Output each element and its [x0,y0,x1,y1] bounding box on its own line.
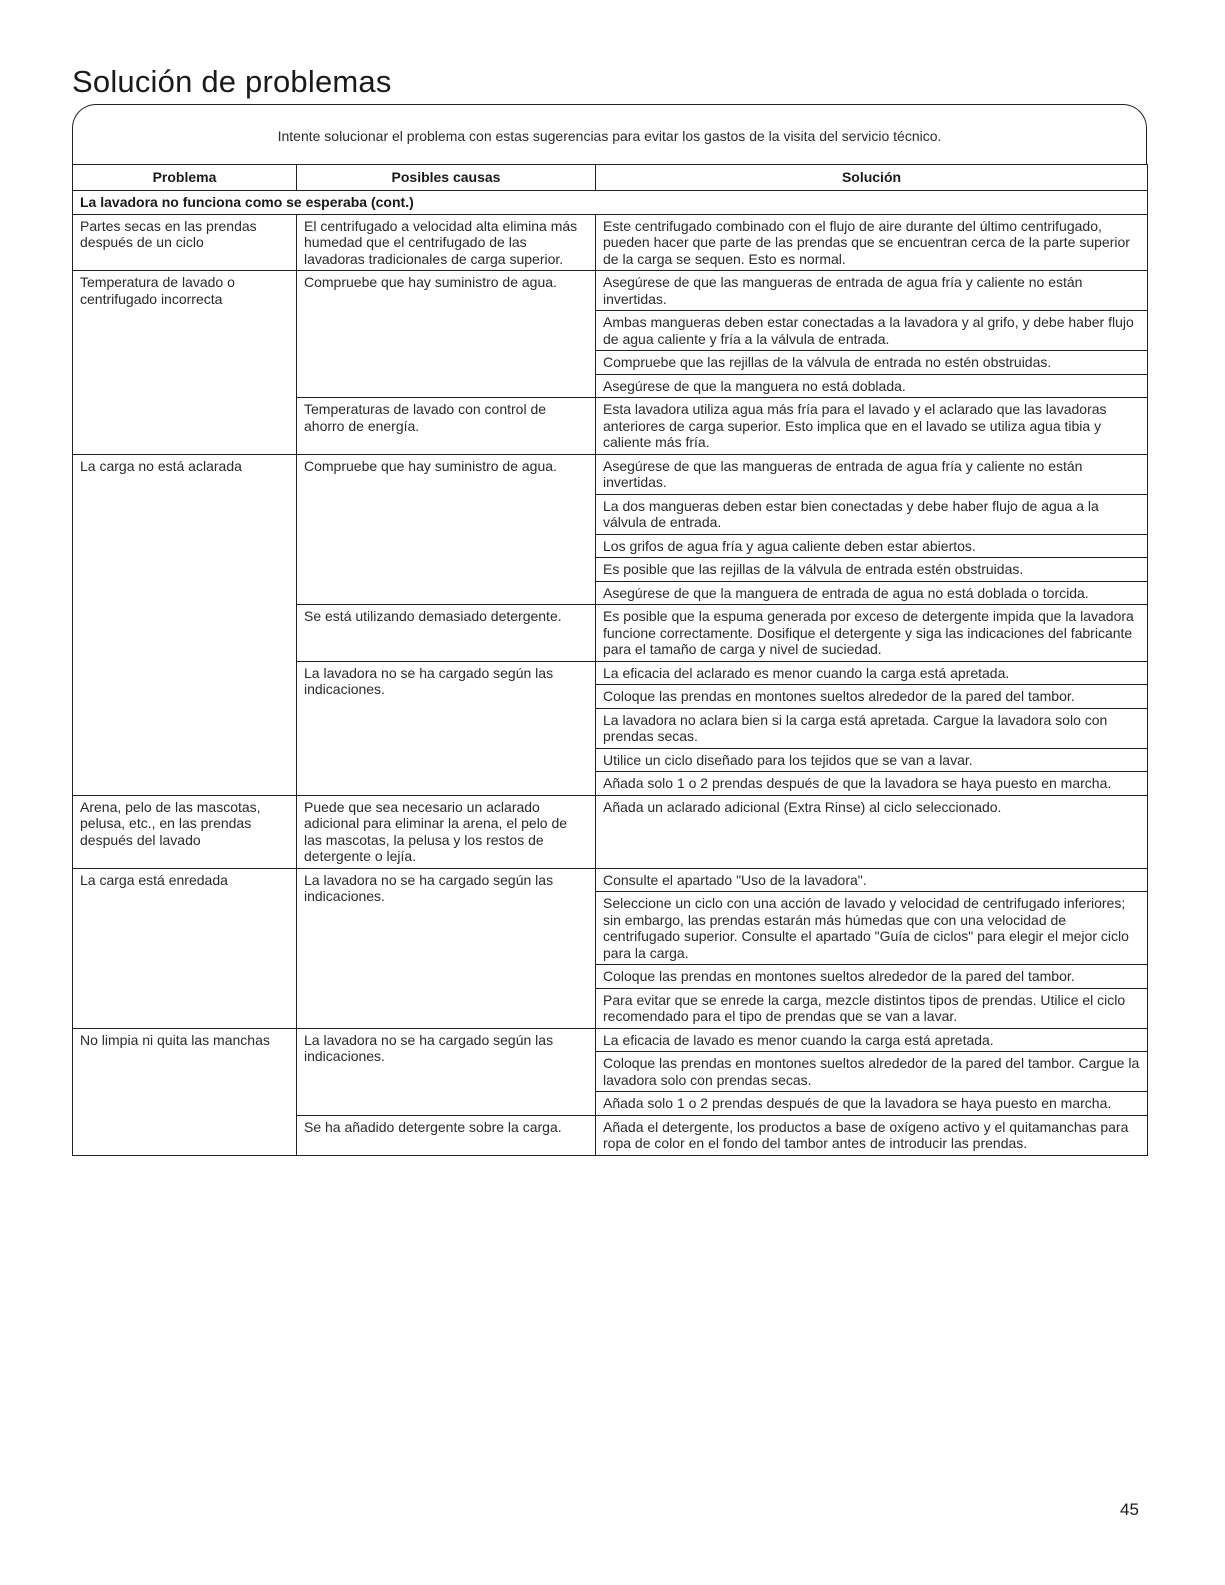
header-causes: Posibles causas [297,165,596,191]
cause-cell: Se está utilizando demasiado detergente. [297,605,596,662]
table-row [73,454,1148,494]
solution-cell: Ambas mangueras deben estar conectadas a la lavadora y al grifo, y debe haber flujo de agua caliente y fría a la válvula de entrada. [596,311,1148,351]
solution-cell: Para evitar que se enrede la carga, mezcle distintos tipos de prendas. Utilice el ciclo recomendado para el tipo de prendas que se van a lavar. [596,988,1148,1028]
problem-cell: Temperatura de lavado o centrifugado incorrecta [73,271,297,455]
header-solution: Solución [596,165,1148,191]
section-row [73,191,1148,215]
table-body [73,191,1148,1156]
cause-cell: Puede que sea necesario un aclarado adicional para eliminar la arena, el pelo de las mascotas, la pelusa y los restos de detergente o lejía. [297,795,596,868]
solution-cell: Asegúrese de que las mangueras de entrada de agua fría y caliente no están invertidas. [596,454,1148,494]
table-row [73,1028,1148,1052]
solution-cell: Asegúrese de que las mangueras de entrada de agua fría y caliente no están invertidas. [596,271,1148,311]
solution-cell: Compruebe que las rejillas de la válvula de entrada no estén obstruidas. [596,351,1148,375]
intro-text: Intente solucionar el problema con estas sugerencias para evitar los gastos de la visita del servicio técnico. [277,128,942,144]
solution-cell: La eficacia del aclarado es menor cuando la carga está apretada. [596,661,1148,685]
solution-cell: La lavadora no aclara bien si la carga está apretada. Cargue la lavadora solo con prendas secas. [596,708,1148,748]
solution-cell: La dos mangueras deben estar bien conectadas y debe haber flujo de agua a la válvula de entrada. [596,494,1148,534]
problem-cell: No limpia ni quita las manchas [73,1028,297,1155]
solution-cell: Seleccione un ciclo con una acción de lavado y velocidad de centrifugado inferiores; sin embargo, las prendas estarán más húmedas que con una velocidad de centrifugado superior. Consulte el apartado "Guía de ciclos" para elegir el mejor ciclo para la carga. [596,892,1148,965]
solution-cell: Este centrifugado combinado con el flujo de aire durante del último centrifugado, pueden hacer que parte de las prendas que se encuentran cerca de la parte superior de la carga se sequen. Esto es normal. [596,214,1148,271]
section-title: La lavadora no funciona como se esperaba (cont.) [73,191,1148,215]
table-row [73,795,1148,868]
solution-cell: Utilice un ciclo diseñado para los tejidos que se van a lavar. [596,748,1148,772]
problem-cell: Partes secas en las prendas después de un ciclo [73,214,297,271]
problem-cell: Arena, pelo de las mascotas, pelusa, etc., en las prendas después del lavado [73,795,297,868]
cause-cell: Temperaturas de lavado con control de ahorro de energía. [297,398,596,455]
solution-cell: Asegúrese de que la manguera de entrada de agua no está doblada o torcida. [596,581,1148,605]
solution-cell: Añada el detergente, los productos a base de oxígeno activo y el quitamanchas para ropa de color en el fondo del tambor antes de introducir las prendas. [596,1115,1148,1155]
solution-cell: Esta lavadora utiliza agua más fría para el lavado y el aclarado que las lavadoras anteriores de carga superior. Esto implica que en el lavado se utiliza agua tibia y caliente más fría. [596,398,1148,455]
cause-cell: Compruebe que hay suministro de agua. [297,271,596,398]
solution-cell: Añada solo 1 o 2 prendas después de que la lavadora se haya puesto en marcha. [596,1092,1148,1116]
table-header-row [73,165,1148,191]
solution-cell: La eficacia de lavado es menor cuando la carga está apretada. [596,1028,1148,1052]
cause-cell: Compruebe que hay suministro de agua. [297,454,596,605]
table-row [73,271,1148,311]
table-row [73,868,1148,892]
troubleshooting-table [72,164,1148,1156]
solution-cell: Es posible que la espuma generada por exceso de detergente impida que la lavadora funcione correctamente. Dosifique el detergente y siga las indicaciones del fabricante para el tamaño de carga y nivel de suciedad. [596,605,1148,662]
header-problem: Problema [73,165,297,191]
solution-cell: Coloque las prendas en montones sueltos alrededor de la pared del tambor. Cargue la lavadora solo con prendas secas. [596,1052,1148,1092]
cause-cell: La lavadora no se ha cargado según las indicaciones. [297,661,596,795]
solution-cell: Añada solo 1 o 2 prendas después de que la lavadora se haya puesto en marcha. [596,772,1148,796]
solution-cell: Coloque las prendas en montones sueltos alrededor de la pared del tambor. [596,685,1148,709]
cause-cell: La lavadora no se ha cargado según las indicaciones. [297,868,596,1028]
solution-cell: Los grifos de agua fría y agua caliente deben estar abiertos. [596,534,1148,558]
cause-cell: La lavadora no se ha cargado según las indicaciones. [297,1028,596,1115]
page-title: Solución de problemas [72,64,392,99]
solution-cell: Coloque las prendas en montones sueltos alrededor de la pared del tambor. [596,965,1148,989]
table-row [73,214,1148,271]
problem-cell: La carga está enredada [73,868,297,1028]
solution-cell: Es posible que las rejillas de la válvula de entrada estén obstruidas. [596,558,1148,582]
cause-cell: Se ha añadido detergente sobre la carga. [297,1115,596,1155]
cause-cell: El centrifugado a velocidad alta elimina más humedad que el centrifugado de las lavadoras tradicionales de carga superior. [297,214,596,271]
solution-cell: Asegúrese de que la manguera no está doblada. [596,374,1148,398]
problem-cell: La carga no está aclarada [73,454,297,795]
solution-cell: Consulte el apartado "Uso de la lavadora". [596,868,1148,892]
solution-cell: Añada un aclarado adicional (Extra Rinse) al ciclo seleccionado. [596,795,1148,868]
page-number: 45 [1120,1500,1139,1519]
